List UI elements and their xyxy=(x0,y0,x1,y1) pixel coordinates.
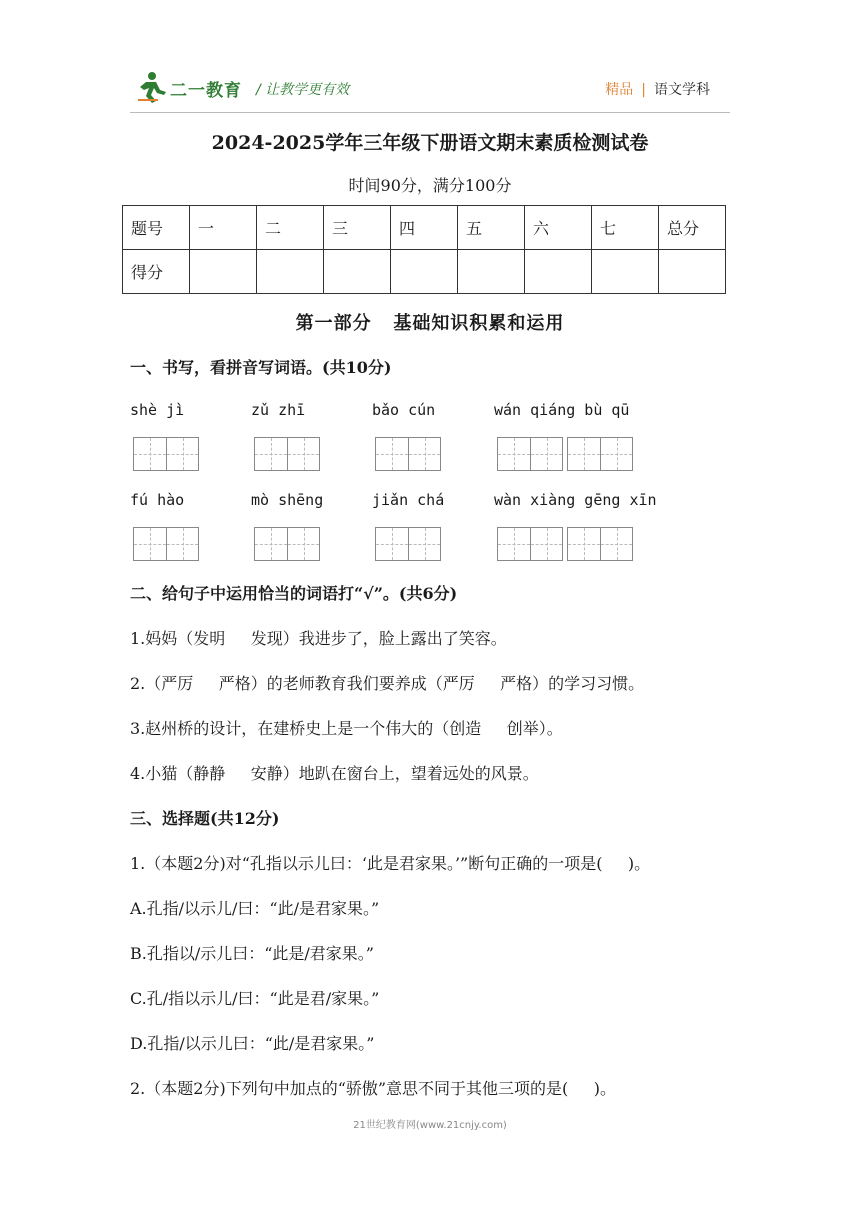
pinyin-label: fú hào xyxy=(130,491,185,509)
slogan: / 让教学更有效 xyxy=(256,82,350,98)
writing-grid[interactable] xyxy=(497,527,563,561)
badge-subject: 语文学科 xyxy=(654,82,710,98)
writing-grid[interactable] xyxy=(567,527,633,561)
score-input-cell[interactable] xyxy=(659,250,726,294)
pinyin-label: wàn xiàng gēng xīn xyxy=(494,491,657,509)
writing-grid[interactable] xyxy=(133,527,199,561)
score-table xyxy=(122,205,726,294)
part-title: 第一部分 基础知识积累和运用 xyxy=(295,313,565,334)
question-line: 4.小猫（静静 安静）地趴在窗台上，望着远处的风景。 xyxy=(130,764,539,783)
section-3-title: 三、选择题(共12分) xyxy=(130,809,280,828)
score-header-cell: 六 xyxy=(525,206,592,250)
question-line: 3.赵州桥的设计，在建桥史上是一个伟大的（创造 创举）。 xyxy=(130,719,563,738)
answer-option: D.孔指/以示儿曰：“此/是君家果。” xyxy=(130,1034,375,1053)
writing-grid[interactable] xyxy=(254,527,320,561)
score-input-cell[interactable] xyxy=(324,250,391,294)
score-header-cell: 三 xyxy=(324,206,391,250)
section-1-title: 一、书写，看拼音写词语。(共10分) xyxy=(130,358,392,377)
writing-grid[interactable] xyxy=(567,437,633,471)
pinyin-label: mò shēng xyxy=(251,491,324,509)
question-line: 1.（本题2分)对“孔指以示儿曰：‘此是君家果。’”断句正确的一项是( )。 xyxy=(130,854,651,873)
badge-separator: | xyxy=(641,82,646,98)
section-2-title: 二、给句子中运用恰当的词语打“√”。(共6分) xyxy=(130,584,458,603)
writing-grid[interactable] xyxy=(133,437,199,471)
pinyin-label: zǔ zhī xyxy=(251,401,306,419)
question-line: 2.（本题2分)下列句中加点的“骄傲”意思不同于其他三项的是( )。 xyxy=(130,1079,616,1098)
score-header-cell: 题号 xyxy=(123,206,190,250)
score-input-cell[interactable] xyxy=(257,250,324,294)
writing-grid[interactable] xyxy=(375,437,441,471)
score-input-cell[interactable] xyxy=(391,250,458,294)
score-header-cell: 四 xyxy=(391,206,458,250)
pinyin-label: shè jì xyxy=(130,401,185,419)
score-input-cell[interactable] xyxy=(525,250,592,294)
exam-title: 2024-2025学年三年级下册语文期末素质检测试卷 xyxy=(211,132,649,154)
pinyin-label: jiǎn chá xyxy=(372,491,445,509)
logo-text: 二一教育 xyxy=(170,81,242,101)
subject-badge xyxy=(605,79,710,99)
pinyin-label: wán qiáng bù qū xyxy=(494,401,630,419)
exam-subtitle: 时间90分，满分100分 xyxy=(348,176,512,195)
writing-grid[interactable] xyxy=(254,437,320,471)
page-footer: 21世纪教育网(www.21cnjy.com) xyxy=(353,1120,507,1131)
question-line: 2.（严厉 严格）的老师教育我们要养成（严厉 严格）的学习习惯。 xyxy=(130,674,645,693)
score-input-cell[interactable] xyxy=(458,250,525,294)
score-input-cell[interactable] xyxy=(190,250,257,294)
score-header-cell: 总分 xyxy=(659,206,726,250)
header-divider xyxy=(130,112,730,113)
score-input-cell[interactable] xyxy=(592,250,659,294)
score-table-header-row xyxy=(123,206,726,250)
badge-label: 精品 xyxy=(605,82,634,98)
score-header-cell: 七 xyxy=(592,206,659,250)
answer-option: A.孔指/以示儿/曰：“此/是君家果。” xyxy=(130,899,380,918)
score-table-score-row xyxy=(123,250,726,294)
score-header-cell: 五 xyxy=(458,206,525,250)
score-header-cell: 二 xyxy=(257,206,324,250)
pinyin-label: bǎo cún xyxy=(372,401,436,419)
score-header-cell: 一 xyxy=(190,206,257,250)
score-row-label: 得分 xyxy=(123,250,190,294)
question-line: 1.妈妈（发明 发现）我进步了，脸上露出了笑容。 xyxy=(130,629,507,648)
answer-option: C.孔/指以示儿/曰：“此是君/家果。” xyxy=(130,989,380,1008)
answer-option: B.孔指以/示儿曰：“此是/君家果。” xyxy=(130,944,374,963)
writing-grid[interactable] xyxy=(375,527,441,561)
writing-grid[interactable] xyxy=(497,437,563,471)
